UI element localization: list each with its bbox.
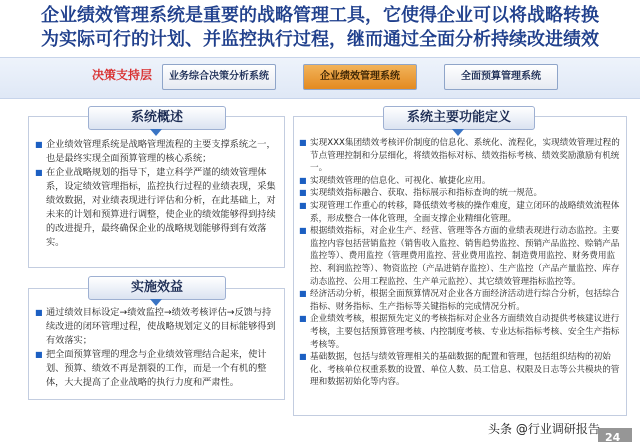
functions-item-3: ■ 实现绩效指标融合、获取、指标展示和指标查询的统一规范。	[298, 187, 620, 200]
module-business-decision-analysis: 业务综合决策分析系统	[162, 64, 276, 90]
overview-item-1: ■ 企业绩效管理系统是战略管理流程的主要支撑系统之一，也是最终实现全面预算管理的核心系统；	[34, 138, 279, 166]
functions-item-4: ■ 实现管理工作重心的转移，降低绩效考核的操作难度，建立闭环的战略绩效流程体系，形成整合一体化管理，全面支撑企业精细化管理。	[298, 200, 620, 225]
functions-item-1: ■ 实现XXX集团绩效考核评价制度的信息化、系统化、流程化，实现绩效管理过程的节点管理控制和分层细化，将绩效指标对标、绩效指标考核、绩效奖励激励有机统一。	[298, 137, 620, 175]
benefits-arrow-icon	[150, 299, 162, 306]
functions-list	[298, 137, 620, 389]
overview-item-2: ■ 在企业战略规划的指导下，建立科学严谨的绩效管理体系，设定绩效管理指标，监控执行过程的业绩表现，采集绩效数据，对业绩表现进行评估和分析，在此基础上，对未来的计划和预算进行调整，使企业的绩效能够得到持续的改进提升，最终确保企业的战略规划能够得到有效落实。	[34, 166, 279, 250]
module-budget-management: 全面预算管理系统	[444, 64, 558, 90]
module-performance-management: 企业绩效管理系统	[303, 64, 417, 90]
decision-support-label: 决策支持层	[92, 68, 153, 82]
functions-item-6: ■ 经济活动分析，根据全面预算情况对企业各方面经济活动进行综合分析，包括综合指标、财务指标、生产指标等关键指标的完成情况分析。	[298, 288, 620, 313]
benefits-item-2: ■ 把全面预算管理的理念与企业绩效管理结合起来，使计划、预算、绩效不再是割裂的工作，而是一个有机的整体，大大提高了企业战略的执行力度和严肃性。	[34, 348, 279, 390]
functions-item-5: ■ 根据绩效指标，对企业生产、经营、管理等各方面的业绩表现进行动态监控。主要监控内容包括营销监控（销售收入监控、销售趋势监控、预销产品监控、赊销产品监控等）、费用监控（管理费用监控、营业费用监控、制造费用监控、财务费用监控、利润监控等）、物资监控（产品进销存监控）、生产监控（产品产量监控、库存动态监控、公用工程监控、生产单元监控）、其它绩效管理指标监控等。	[298, 225, 620, 288]
benefits-list	[34, 306, 279, 390]
title-line-2: 为实际可行的计划、并监控执行过程，继而通过全面分析持续改进绩效	[41, 29, 599, 50]
slide-title	[0, 4, 640, 52]
functions-item-8: ■ 基础数据，包括与绩效管理相关的基础数据的配置和管理，包括组织结构的初始化、考核单位权重系数的设置、单位人数、员工信息、权限及日志等公共模块的管理和数据初始化等内容。	[298, 351, 620, 389]
page-number: 24	[605, 431, 621, 444]
functions-item-2: ■ 实现绩效管理的信息化、可视化、敏捷化应用。	[298, 175, 620, 188]
source-watermark: 头条 @行业调研报告	[488, 422, 600, 436]
overview-list	[34, 138, 279, 250]
title-line-1: 企业绩效管理系统是重要的战略管理工具，它使得企业可以将战略转换	[41, 5, 599, 26]
overview-arrow-icon	[150, 129, 162, 136]
functions-item-7: ■ 企业绩效考核，根据预先定义的考核指标对企业各方面绩效自动提供考核建议进行考核，主要包括预算管理考核、内控制度考核、专业达标指标考核、安全生产指标考核等。	[298, 313, 620, 351]
benefits-heading: 实施效益	[88, 276, 226, 300]
functions-heading: 系统主要功能定义	[383, 106, 535, 130]
benefits-item-1: ■ 通过绩效目标设定→绩效监控→绩效考核评估→反馈与持续改进的闭环管理过程，使战略规划定义的目标能够得到有效落实；	[34, 306, 279, 348]
functions-arrow-icon	[452, 129, 464, 136]
overview-heading: 系统概述	[88, 106, 226, 130]
